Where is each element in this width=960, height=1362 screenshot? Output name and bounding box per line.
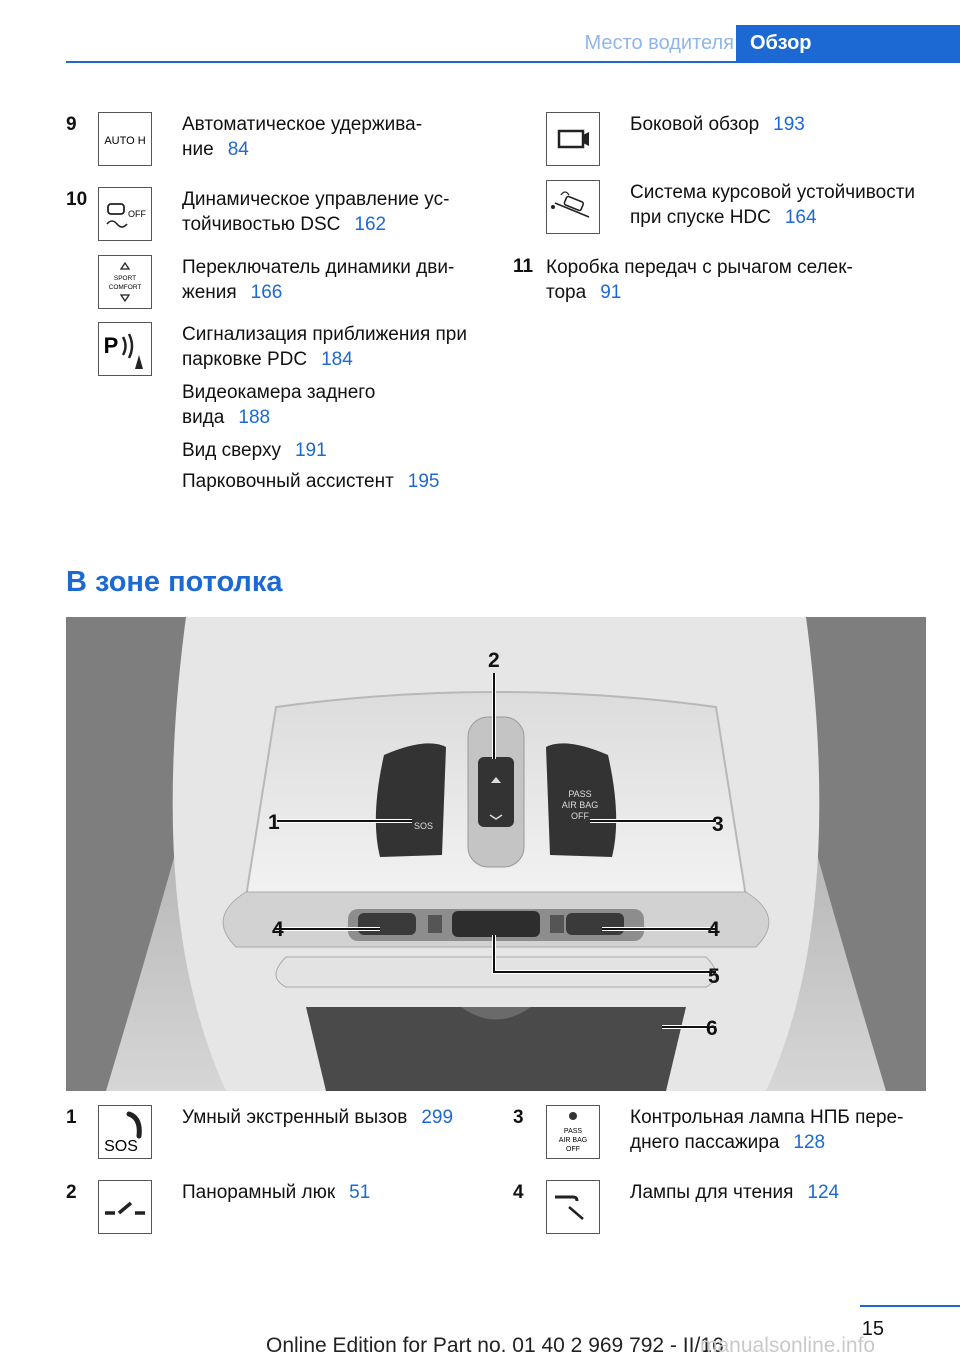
item-number: 3 bbox=[513, 1107, 524, 1128]
pass-label: PASS bbox=[568, 789, 592, 799]
header-section: Место водителя bbox=[584, 32, 734, 54]
item-text: Динамическое управление ус- тойчивостью DSC 162 bbox=[182, 189, 450, 235]
item-text: Умный экстренный вызов 299 bbox=[182, 1107, 454, 1128]
item-text: Автоматическое удержива- ние 84 bbox=[182, 114, 423, 160]
item-text: Боковой обзор 193 bbox=[630, 114, 805, 135]
hdc-icon bbox=[546, 180, 600, 234]
page-ref-link[interactable]: 124 bbox=[807, 1182, 840, 1203]
footer-rule bbox=[860, 1305, 960, 1307]
sos-icon bbox=[98, 1105, 152, 1159]
airbag-label: AIR BAG bbox=[561, 800, 599, 810]
item-text: Переключатель динамики дви- жения 166 bbox=[182, 257, 455, 303]
header-rule bbox=[66, 61, 960, 63]
callout-2: 2 bbox=[488, 649, 500, 672]
page-ref-link[interactable]: 166 bbox=[250, 282, 283, 303]
item-number: 9 bbox=[66, 114, 77, 135]
auto-h-icon-text: AUTO H bbox=[104, 135, 146, 147]
item-number: 1 bbox=[66, 1107, 77, 1128]
airbag-text: AIR BAG bbox=[558, 1137, 588, 1144]
item-text: Вид сверху 191 bbox=[182, 440, 327, 461]
callout-5: 5 bbox=[708, 965, 720, 988]
item-text: Система курсовой устойчивости при спуске HDC 164 bbox=[630, 182, 916, 228]
airbag-off-text: OFF bbox=[566, 1146, 580, 1153]
off-text: OFF bbox=[128, 209, 146, 219]
off-label: OFF bbox=[571, 811, 589, 821]
item-number: 2 bbox=[66, 1182, 77, 1203]
sos-text: SOS bbox=[104, 1138, 138, 1155]
page-ref-link[interactable]: 184 bbox=[321, 349, 353, 370]
side-view-camera-icon bbox=[546, 112, 600, 166]
page-ref-link[interactable]: 188 bbox=[238, 407, 271, 428]
item-number: 11 bbox=[513, 256, 534, 277]
item-text: Видеокамера заднего вида 188 bbox=[182, 382, 376, 428]
callout-1: 1 bbox=[268, 811, 280, 834]
item-text: Сигнализация приближения при парковке PDC 184 bbox=[182, 324, 467, 370]
page-ref-link[interactable]: 195 bbox=[407, 471, 440, 492]
page-number: 15 bbox=[861, 1318, 884, 1340]
callout-4-right: 4 bbox=[708, 918, 720, 941]
page-ref-link[interactable]: 299 bbox=[421, 1107, 454, 1128]
pass-text: PASS bbox=[563, 1128, 583, 1135]
p-letter: P bbox=[103, 333, 119, 358]
item-number: 10 bbox=[66, 189, 88, 210]
sport-comfort-icon bbox=[98, 255, 152, 309]
item-text: Панорамный люк 51 bbox=[182, 1182, 371, 1203]
reading-lamp-icon bbox=[546, 1180, 600, 1234]
page-ref-link[interactable]: 91 bbox=[600, 282, 622, 303]
page-ref-link[interactable]: 164 bbox=[784, 207, 817, 228]
item-number: 4 bbox=[513, 1182, 524, 1203]
section-title: В зоне потолка bbox=[66, 566, 283, 598]
callout-4-left: 4 bbox=[272, 918, 284, 941]
page-ref-link[interactable]: 51 bbox=[349, 1182, 371, 1203]
sos-button-label: SOS bbox=[414, 821, 434, 831]
auto-h-icon bbox=[98, 112, 152, 166]
page-ref-link[interactable]: 193 bbox=[773, 114, 805, 135]
dsc-off-icon bbox=[98, 187, 152, 241]
item-text: Контрольная лампа НПБ пере- днего пассажира 128 bbox=[630, 1107, 904, 1153]
sport-text: SPORT bbox=[113, 275, 137, 282]
panoramic-roof-icon bbox=[98, 1180, 152, 1234]
passenger-airbag-off-icon bbox=[546, 1105, 600, 1159]
item-text: Парковочный ассистент 195 bbox=[182, 471, 440, 492]
item-text: Коробка передач с рычагом селек- тора 91 bbox=[546, 257, 853, 303]
page-ref-link[interactable]: 84 bbox=[227, 139, 249, 160]
item-text: Лампы для чтения 124 bbox=[630, 1182, 840, 1203]
comfort-text: COMFORT bbox=[108, 284, 142, 291]
page-ref-link[interactable]: 128 bbox=[793, 1132, 826, 1153]
header-tab[interactable]: Обзор bbox=[736, 25, 960, 61]
watermark: manualsonline.info bbox=[700, 1334, 876, 1357]
callout-3: 3 bbox=[712, 813, 724, 836]
ceiling-console-photo bbox=[66, 617, 926, 1091]
edition-footer: Online Edition for Part no. 01 40 2 969 792 - II/16 bbox=[266, 1334, 724, 1357]
pdc-icon bbox=[98, 322, 152, 376]
page-ref-link[interactable]: 162 bbox=[354, 214, 387, 235]
page-ref-link[interactable]: 191 bbox=[294, 440, 327, 461]
callout-6: 6 bbox=[706, 1017, 718, 1040]
